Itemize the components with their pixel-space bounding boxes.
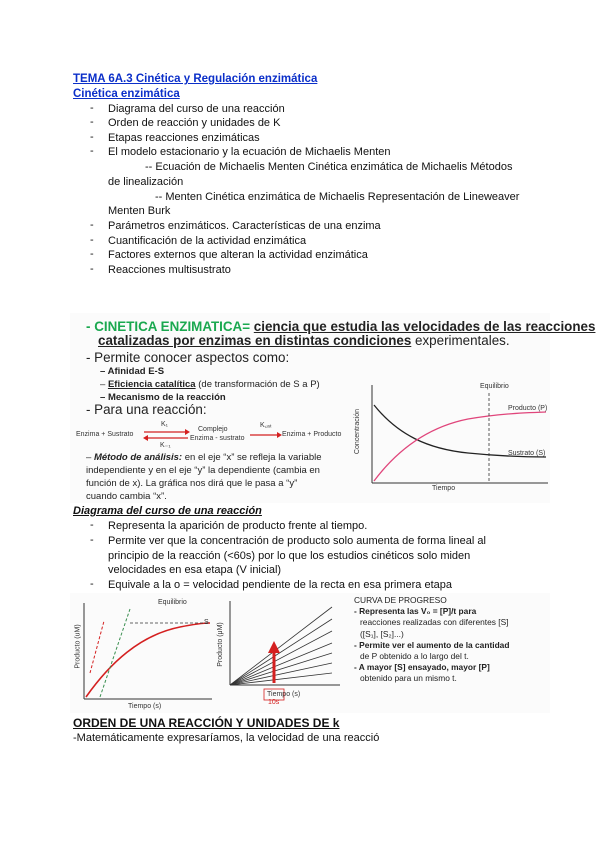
slide-definition-2: catalizadas por enzimas en distintas condiciones	[98, 333, 412, 348]
outline-subitem: Menten Burk	[108, 205, 171, 217]
eq-kcat: K꜀ₐₜ	[260, 422, 272, 429]
initial-slope-line	[90, 621, 104, 673]
aspect-item: – Mecanismo de la reacción	[100, 392, 226, 403]
curva-line: obtenido para un mismo t.	[360, 673, 457, 684]
diagram-bullet: Permite ver que la concentración de producto solo aumenta de forma lineal al	[108, 535, 486, 547]
method-line: función de x). La gráfica nos dirá que le pasa a “y”	[86, 478, 298, 489]
curva-title: CURVA DE PROGRESO	[354, 595, 447, 605]
curva-line: - Representa las V₀ = [P]/t para	[354, 606, 477, 617]
topic-title[interactable]: TEMA 6A.3 Cinética y Regulación enzimática	[73, 73, 318, 85]
eq-mid-bottom: Enzima - sustrato	[190, 435, 245, 442]
curva-line: de P obtenido a lo largo del t.	[360, 651, 469, 662]
eq-km1: K₋₁	[160, 442, 171, 449]
slide-dash: -	[86, 319, 91, 334]
bullet-dash: -	[90, 263, 94, 275]
curva-line: - A mayor [S] ensayado, mayor [P]	[354, 662, 490, 673]
curva-line: ([S₁], [S₂]...)	[360, 628, 404, 639]
diagram-bullet: Equivale a la o = velocidad pendiente de la recta en esa primera etapa	[108, 579, 452, 591]
diagram-bullet: velocidades en esa etapa (V inicial)	[108, 564, 282, 576]
fig2-ylabel-mid: Producto (μM)	[216, 622, 224, 667]
fig2-equilibrio: Equilibrio	[158, 599, 187, 606]
section-heading-orden: ORDEN DE UNA REACCIÓN Y UNIDADES DE k	[73, 716, 340, 730]
graph-xlabel: Tiempo	[432, 485, 456, 492]
product-curve	[86, 623, 210, 697]
section-heading-diagrama: Diagrama del curso de una reacción	[73, 505, 262, 517]
eq-k1: K₁	[161, 421, 169, 428]
curva-line: - Permite ver el aumento de la cantidad	[354, 639, 510, 650]
subtitle-link[interactable]: Cinética enzimática	[73, 88, 180, 100]
slide-cinetica	[70, 313, 596, 503]
outline-item: Etapas reacciones enzimáticas	[108, 132, 260, 144]
slide-permite: - Permite conocer aspectos como:	[86, 350, 290, 365]
bullet-dash: -	[90, 131, 94, 143]
aspect-item: – Afinidad E-S	[100, 366, 165, 377]
bullet-dash: -	[90, 116, 94, 128]
outline-item: El modelo estacionario y la ecuación de Michaelis Menten	[108, 146, 391, 158]
outline-item: Reacciones multisustrato	[108, 264, 231, 276]
outline-subitem: -- Menten Cinética enzimática de Michaelis Representación de Lineweaver	[155, 191, 520, 203]
outline-subitem: de linealización	[108, 176, 184, 188]
curva-line: reacciones realizadas con diferentes [S]	[360, 617, 509, 628]
bullet-dash: -	[90, 578, 94, 590]
graph-sustrato: Sustrato (S)	[508, 450, 546, 457]
arrow-forward-head	[185, 429, 190, 435]
diagram-bullet: principio de la reacción (<60s) por lo que los estudios cinéticos solo miden	[108, 550, 471, 562]
graph-producto: Producto (P)	[508, 405, 548, 412]
producto-curve	[374, 412, 546, 481]
diagram-bullet: Representa la aparición de producto frente al tiempo.	[108, 520, 368, 532]
slide-definition-3: experimentales.	[415, 333, 510, 348]
bullet-dash: -	[90, 219, 94, 231]
method-line: cuando cambia “x”.	[86, 491, 167, 502]
bullet-dash: -	[90, 145, 94, 157]
eq-left: Enzima + Sustrato	[76, 431, 134, 438]
fig2-ylabel-left: Producto (uM)	[74, 624, 82, 669]
graph-ylabel: Concentración	[354, 408, 362, 455]
progress-line	[230, 607, 332, 685]
progress-curve-figure	[70, 593, 550, 713]
outline-item: Cuantificación de la actividad enzimática	[108, 235, 307, 247]
concentration-graph	[358, 379, 550, 499]
outline-item: Parámetros enzimáticos. Características de una enzima	[108, 220, 381, 232]
fig2-s-label: S	[204, 619, 209, 626]
aspect-item: – Eficiencia catalítica (de transformación de S a P)	[100, 379, 320, 390]
slide-term: CINETICA ENZIMATICA=	[94, 319, 251, 334]
progress-line	[230, 663, 332, 685]
slide-definition: ciencia que estudia las velocidades de las reacciones	[253, 319, 596, 334]
outline-subitem: -- Ecuación de Michaelis Menten Cinética enzimática de Michaelis Métodos	[145, 161, 513, 173]
outline-item: Factores externos que alteran la actividad enzimática	[108, 249, 368, 261]
orden-line: -Matemáticamente expresaríamos, la velocidad de una reacció	[73, 732, 380, 744]
eq-right: Enzima + Producto	[282, 431, 342, 438]
arrow-backward-head	[143, 435, 148, 441]
fig2-marker: 10s	[268, 699, 280, 706]
graph-equilibrio: Equilibrio	[480, 383, 509, 390]
outline-item: Orden de reacción y unidades de K	[108, 117, 281, 129]
bullet-dash: -	[90, 534, 94, 546]
bullet-dash: -	[90, 248, 94, 260]
curva-progreso-text	[354, 595, 509, 685]
slide-para: - Para una reacción:	[86, 402, 207, 417]
outline-item: Diagrama del curso de una reacción	[108, 103, 285, 115]
method-line: independiente y en el eje “y” la dependiente (cambia en	[86, 465, 320, 476]
fig2-xlabel-left: Tiempo (s)	[128, 703, 162, 710]
bullet-dash: -	[90, 102, 94, 114]
product-time-graph	[70, 593, 220, 713]
eq-mid-top: Complejo	[198, 426, 228, 433]
bullet-dash: -	[90, 519, 94, 531]
method-line: – Método de análisis: en el eje “x” se refleja la variable	[86, 452, 322, 463]
arrow-kcat-head	[277, 432, 282, 438]
time-arrow-head	[268, 641, 280, 653]
fig2-xlabel-mid: Tiempo (s)	[267, 691, 301, 698]
bullet-dash: -	[90, 234, 94, 246]
